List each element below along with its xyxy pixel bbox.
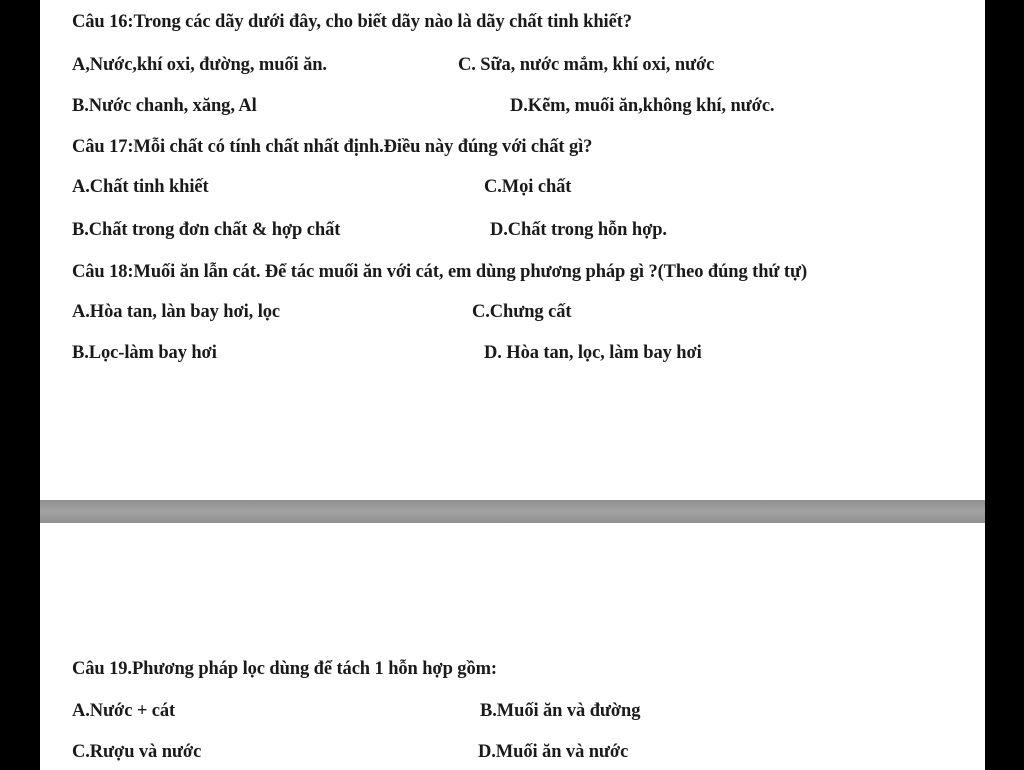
page-separator bbox=[40, 500, 985, 523]
question-17-option-a: A.Chất tinh khiết bbox=[72, 177, 209, 197]
question-19-option-d: D.Muối ăn và nước bbox=[478, 742, 629, 762]
question-16-option-c: C. Sữa, nước mắm, khí oxi, nước bbox=[458, 55, 715, 75]
question-17-option-b: B.Chất trong đơn chất & hợp chất bbox=[72, 220, 341, 240]
question-18-option-b: B.Lọc-làm bay hơi bbox=[72, 343, 217, 363]
question-19-option-b: B.Muối ăn và đường bbox=[480, 701, 641, 721]
question-16-text: Câu 16:Trong các dãy dưới đây, cho biết dãy nào là dãy chất tinh khiết? bbox=[72, 12, 632, 32]
document-page-bottom bbox=[40, 523, 985, 770]
question-17-option-c: C.Mọi chất bbox=[484, 177, 572, 197]
question-17-option-d: D.Chất trong hỗn hợp. bbox=[490, 220, 667, 240]
question-19-text: Câu 19.Phương pháp lọc dùng để tách 1 hỗn hợp gồm: bbox=[72, 659, 497, 679]
question-18-text: Câu 18:Muối ăn lẫn cát. Để tác muối ăn với cát, em dùng phương pháp gì ?(Theo đúng thứ tự) bbox=[72, 262, 808, 282]
question-16-option-b: B.Nước chanh, xăng, Al bbox=[72, 96, 257, 116]
question-18-option-a: A.Hòa tan, làn bay hơi, lọc bbox=[72, 302, 280, 322]
question-16-option-a: A,Nước,khí oxi, đường, muối ăn. bbox=[72, 55, 327, 75]
question-19-option-a: A.Nước + cát bbox=[72, 701, 176, 721]
question-19-option-c: C.Rượu và nước bbox=[72, 742, 202, 762]
question-18-option-d: D. Hòa tan, lọc, làm bay hơi bbox=[484, 343, 702, 363]
question-18-option-c: C.Chưng cất bbox=[472, 302, 572, 322]
question-17-text: Câu 17:Mỗi chất có tính chất nhất định.Điều này đúng với chất gì? bbox=[72, 137, 593, 157]
question-16-option-d: D.Kẽm, muối ăn,không khí, nước. bbox=[510, 96, 775, 116]
